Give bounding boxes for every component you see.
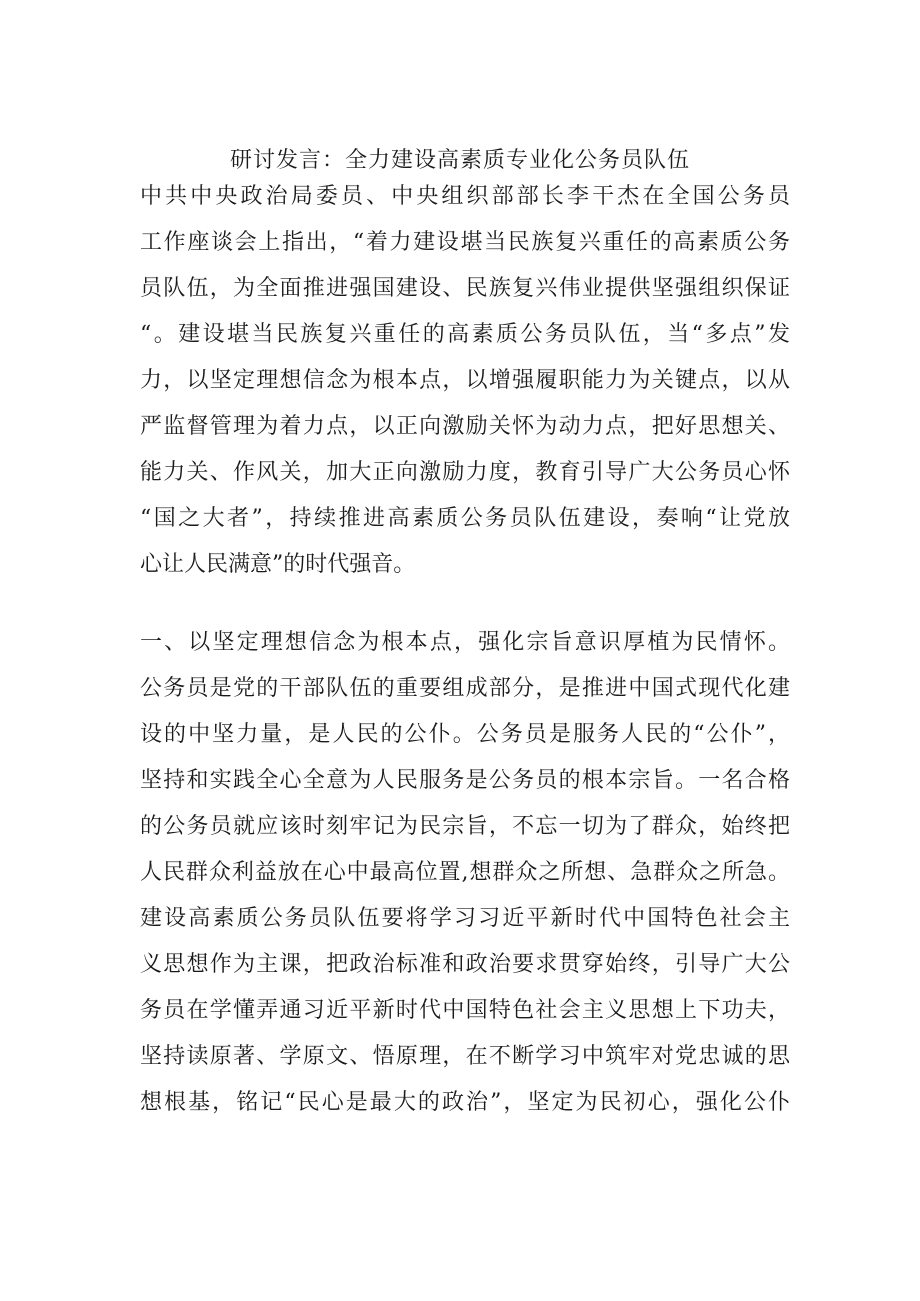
text-line: 坚持和实践全心全意为人民服务是公务员的根本宗旨。一名合格 bbox=[140, 768, 790, 793]
text-line: 设的中坚力量，是人民的公仆。公务员是服务人民的“公仆”， bbox=[140, 722, 790, 747]
text-line: 义思想作为主课，把政治标准和政治要求贯穿始终，引导广大公 bbox=[140, 952, 790, 977]
text-line: 员队伍，为全面推进强国建设、民族复兴伟业提供坚强组织保证 bbox=[140, 276, 790, 301]
paragraph-spacer bbox=[140, 588, 790, 620]
document-body bbox=[140, 174, 790, 1126]
text-line: 严监督管理为着力点，以正向激励关怀为动力点，把好思想关、 bbox=[140, 414, 790, 439]
paragraph-section-one bbox=[140, 620, 790, 1126]
text-line: 中共中央政治局委员、中央组织部部长李干杰在全国公务员 bbox=[140, 184, 790, 209]
text-line: 心让人民满意”的时代强音。 bbox=[140, 552, 416, 577]
text-line: “国之大者”，持续推进高素质公务员队伍建设，奏响“让党放 bbox=[140, 506, 790, 531]
text-line: 一、以坚定理想信念为根本点，强化宗旨意识厚植为民情怀。 bbox=[140, 630, 790, 655]
paragraph-intro bbox=[140, 174, 790, 588]
text-line: 务员在学懂弄通习近平新时代中国特色社会主义思想上下功夫， bbox=[140, 998, 790, 1023]
text-line: 工作座谈会上指出，“着力建设堪当民族复兴重任的高素质公务 bbox=[140, 230, 790, 255]
text-line: 想根基，铭记“民心是最大的政治”，坚定为民初心，强化公仆 bbox=[140, 1090, 790, 1115]
text-line: 公务员是党的干部队伍的重要组成部分，是推进中国式现代化建 bbox=[140, 676, 790, 701]
text-line: 的公务员就应该时刻牢记为民宗旨，不忘一切为了群众，始终把 bbox=[140, 814, 790, 839]
text-line: 建设高素质公务员队伍要将学习习近平新时代中国特色社会主 bbox=[140, 906, 790, 931]
text-line: 人民群众利益放在心中最高位置,想群众之所想、急群众之所急。 bbox=[140, 860, 790, 885]
text-line: 坚持读原著、学原文、悟原理，在不断学习中筑牢对党忠诚的思 bbox=[140, 1044, 790, 1069]
text-line: 力，以坚定理想信念为根本点，以增强履职能力为关键点，以从 bbox=[140, 368, 790, 393]
document-title: 研讨发言：全力建设高素质专业化公务员队伍 bbox=[229, 148, 690, 173]
text-line: “。建设堪当民族复兴重任的高素质公务员队伍，当“多点”发 bbox=[140, 322, 790, 347]
text-line: 能力关、作风关，加大正向激励力度，教育引导广大公务员心怀 bbox=[140, 460, 790, 485]
